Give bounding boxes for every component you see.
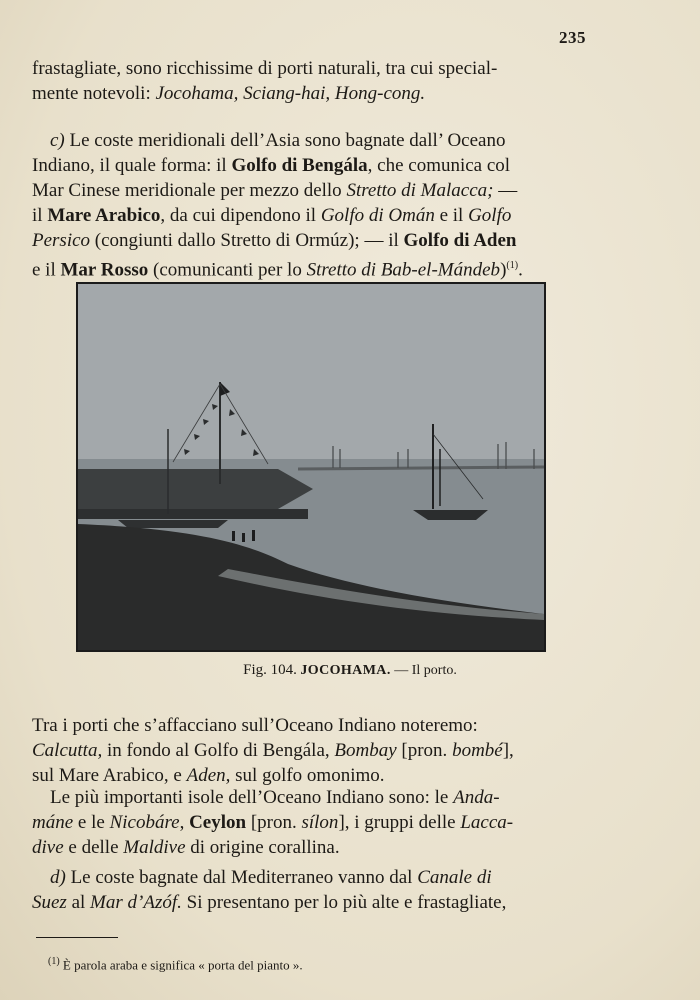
- text-line: [32, 203, 592, 228]
- paragraph-indian-ports: [32, 713, 592, 788]
- section-marker: c): [50, 130, 70, 151]
- figure-subtitle: — Il porto.: [394, 663, 457, 678]
- text-line: [32, 128, 592, 153]
- italic-run: Aden,: [186, 765, 231, 786]
- text-run: sul Mare Arabico, e: [32, 765, 187, 786]
- text-run: al: [66, 892, 91, 913]
- bold-run: Mare Arabico: [47, 205, 161, 226]
- italic-run: Suez: [32, 892, 67, 913]
- footnote-divider: [36, 937, 118, 938]
- bold-run: Golfo di Aden: [403, 230, 517, 251]
- italic-run: Bombay: [334, 740, 397, 761]
- text-run: e il: [434, 205, 469, 226]
- italic-run: Canale di: [417, 867, 492, 888]
- text-line: [32, 738, 592, 763]
- text-run: di origine corallina.: [185, 837, 340, 858]
- figure-caption: [70, 662, 630, 679]
- bold-run: Ceylon: [189, 812, 247, 833]
- text-line: [32, 890, 592, 915]
- text-run: Le coste bagnate dal Mediterraneo vanno dal: [70, 867, 418, 888]
- text-line: [32, 81, 592, 106]
- italic-run: Nicobáre: [109, 812, 180, 833]
- text-run: in fondo al Golfo di Bengála,: [102, 740, 335, 761]
- text-run: mente notevoli:: [32, 83, 156, 104]
- harbor-photograph: [76, 282, 546, 652]
- text-run: .: [518, 259, 523, 281]
- text-run: sul golfo omonimo.: [230, 765, 385, 786]
- italic-run: bombé: [452, 740, 503, 761]
- text-run: —: [493, 180, 518, 201]
- bold-run: Mar Rosso: [60, 259, 149, 281]
- text-line: [32, 835, 592, 860]
- text-run: , da cui dipendono il: [160, 205, 321, 226]
- text-run: ],: [502, 740, 514, 761]
- paragraph-mediterranean-coasts: [32, 865, 592, 915]
- italic-run: Golfo: [468, 205, 512, 226]
- page-number: 235: [559, 28, 586, 47]
- paragraph-indian-islands: [32, 785, 592, 860]
- paragraph-ports-intro: [32, 56, 592, 106]
- italic-run: Anda-: [453, 787, 500, 808]
- text-run: ], i gruppi delle: [338, 812, 461, 833]
- text-run: e le: [73, 812, 110, 833]
- bold-run: Golfo di Bengála: [231, 155, 368, 176]
- text-line: [32, 785, 592, 810]
- footnote-marker: (1): [48, 956, 60, 967]
- text-line: [32, 253, 592, 282]
- harbor-scene: [78, 284, 544, 650]
- text-run: e delle: [63, 837, 124, 858]
- italic-run: Maldive: [123, 837, 186, 858]
- text-run: ,: [179, 812, 190, 833]
- italic-run: máne: [32, 812, 74, 833]
- text-run: Le più importanti isole dell’Oceano Indiano sono: le: [50, 787, 454, 808]
- footnote: [48, 956, 303, 973]
- text-line: [32, 865, 592, 890]
- text-line: [32, 228, 592, 253]
- section-marker: d): [50, 867, 71, 888]
- italic-run: sílon: [301, 812, 339, 833]
- text-run: (congiunti dallo Stretto di Ormúz); — il: [90, 230, 404, 251]
- text-run: , che comunica col: [367, 155, 511, 176]
- text-line: Tra i porti che s’affacciano sull’Oceano Indiano noteremo:: [32, 715, 478, 736]
- italic-run: Stretto di Malacca;: [346, 180, 494, 201]
- italic-run: Golfo di Omán: [320, 205, 435, 226]
- text-line: [32, 153, 592, 178]
- italic-run: Jocohama, Sciang-hai, Hong-cong.: [155, 83, 426, 104]
- italic-run: Calcutta,: [32, 740, 103, 761]
- text-run: Si presentano per lo più alte e frastagliate,: [181, 892, 507, 913]
- italic-run: Persico: [32, 230, 91, 251]
- text-run: Le coste meridionali dell’Asia sono bagnate dall’ Oceano: [69, 130, 506, 151]
- text-line: frastagliate, sono ricchissime di porti naturali, tra cui special-: [32, 58, 498, 79]
- italic-run: dive: [32, 837, 64, 858]
- text-run: Mar Cinese meridionale per mezzo dello: [32, 180, 347, 201]
- text-run: (comunicanti per lo: [148, 259, 307, 281]
- figure-label: Fig. 104.: [243, 662, 297, 678]
- italic-run: Mar d’Azóf.: [90, 892, 182, 913]
- text-run: ): [500, 259, 507, 281]
- text-run: [pron.: [396, 740, 453, 761]
- text-run: Indiano, il quale forma: il: [32, 155, 232, 176]
- paragraph-southern-coasts: [32, 128, 592, 282]
- italic-run: Stretto di Bab-el-Mándeb: [306, 259, 501, 281]
- text-line: [32, 810, 592, 835]
- text-run: [pron.: [246, 812, 302, 833]
- text-run: e il: [32, 259, 61, 281]
- text-line: [32, 178, 592, 203]
- text-run: il: [32, 205, 48, 226]
- footnote-text: È parola araba e significa « porta del pianto ».: [59, 957, 303, 973]
- footnote-reference: (1): [506, 260, 519, 271]
- italic-run: Lacca-: [460, 812, 514, 833]
- figure-title: JOCOHAMA.: [300, 663, 391, 678]
